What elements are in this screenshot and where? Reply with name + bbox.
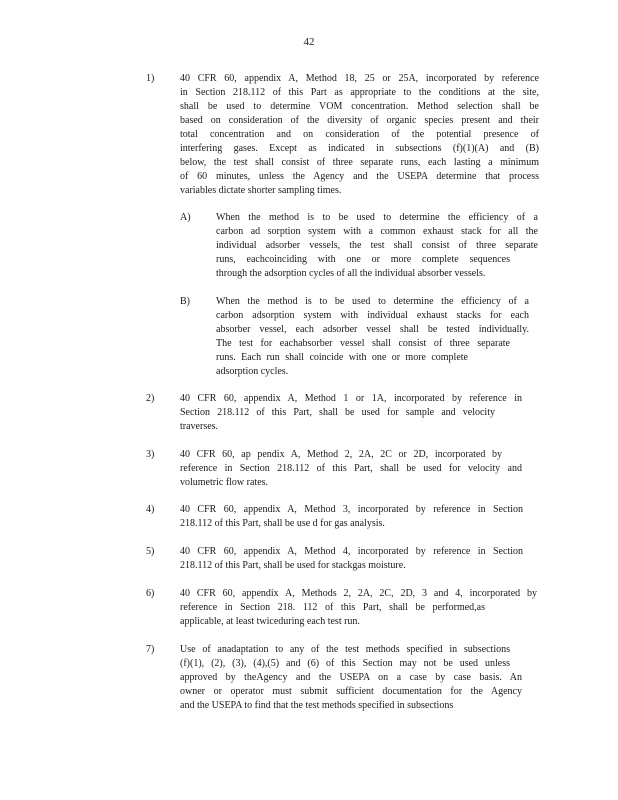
text-line: owner or operator must submit sufficient documentation for the Agency xyxy=(180,686,522,697)
item-text xyxy=(180,72,539,198)
item-text xyxy=(180,392,522,434)
text-line: runs. Each run shall coincide with one or more complete xyxy=(216,352,468,363)
text-line: reference in Section 218.112 of this Part, shall be used for velocity and xyxy=(180,463,522,474)
text-line: approved by theAgency and the USEPA on a case by case basis. An xyxy=(180,672,522,683)
item-text xyxy=(180,643,522,713)
item-label: 5) xyxy=(146,546,155,557)
text-line: individual adsorber vessels, the test shall consist of three separate xyxy=(216,240,538,251)
item-label: 2) xyxy=(146,393,155,404)
text-line: 218.112 of this Part, shall be use d for gas analysis. xyxy=(180,518,385,529)
item-label: A) xyxy=(180,212,191,223)
item-label: B) xyxy=(180,296,190,307)
text-line: through the adsorption cycles of all the individual absorber vessels. xyxy=(216,268,486,279)
text-line: When the method is to be used to determine the efficiency of a xyxy=(216,212,538,223)
item-label: 4) xyxy=(146,504,155,515)
text-line: traverses. xyxy=(180,421,219,432)
item-text xyxy=(180,545,523,573)
text-line: 40 CFR 60, appendix A, Method 4, incorporated by reference in Section xyxy=(180,546,523,557)
text-line: carbon adsorption system with individual exhaust stacks for each xyxy=(216,310,529,321)
text-line: carbon ad sorption system with a common exhaust stack for all the xyxy=(216,226,538,237)
text-line: 40 CFR 60, appendix A, Method 3, incorporated by reference in Section xyxy=(180,504,523,515)
text-line: 40 CFR 60, appendix A, Method 18, 25 or 25A, incorporated by reference xyxy=(180,73,539,84)
text-line: absorber vessel, each adsorber vessel shall be tested individually. xyxy=(216,324,529,335)
text-line: and the USEPA to find that the test methods specified in subsections xyxy=(180,700,454,711)
text-line: based on consideration of the diversity of organic species present and their xyxy=(180,115,539,126)
text-line: adsorption cycles. xyxy=(216,366,289,377)
text-line: in Section 218.112 of this Part as appropriate to the conditions at the site, xyxy=(180,87,539,98)
text-line: 218.112 of this Part, shall be used for stackgas moisture. xyxy=(180,560,406,571)
text-line: shall be used to determine VOM concentration. Method selection shall be xyxy=(180,101,539,112)
text-line: below, the test shall consist of three separate runs, each lasting a minimum xyxy=(180,157,539,168)
page-number: 42 xyxy=(303,36,315,48)
item-label: 7) xyxy=(146,644,155,655)
text-line: 40 CFR 60, appendix A, Methods 2, 2A, 2C, 2D, 3 and 4, incorporated by xyxy=(180,588,537,599)
text-line: applicable, at least twiceduring each test run. xyxy=(180,616,360,627)
text-line: When the method is to be used to determine the efficiency of a xyxy=(216,296,529,307)
text-line: Section 218.112 of this Part, shall be used for sample and velocity xyxy=(180,407,495,418)
text-line: runs, eachcoinciding with one or more complete sequences xyxy=(216,254,510,265)
item-text xyxy=(180,448,522,490)
item-text xyxy=(180,503,523,531)
text-line: (f)(1), (2), (3), (4),(5) and (6) of this Section may not be used unless xyxy=(180,658,510,669)
text-line: variables dictate shorter sampling times. xyxy=(180,185,342,196)
text-line: total concentration and on consideration of the potential presence of xyxy=(180,129,539,140)
item-text xyxy=(180,587,537,629)
text-line: of 60 minutes, unless the Agency and the USEPA determine that process xyxy=(180,171,539,182)
text-line: The test for eachabsorber vessel shall consist of three separate xyxy=(216,338,510,349)
item-text xyxy=(216,295,529,379)
text-line: 40 CFR 60, ap pendix A, Method 2, 2A, 2C or 2D, incorporated by xyxy=(180,449,502,460)
text-line: 40 CFR 60, appendix A, Method 1 or 1A, incorporated by reference in xyxy=(180,393,522,404)
text-line: interfering gases. Except as indicated in subsections (f)(1)(A) and (B) xyxy=(180,143,539,154)
item-label: 3) xyxy=(146,449,155,460)
text-line: Use of anadaptation to any of the test methods specified in subsections xyxy=(180,644,510,655)
item-label: 1) xyxy=(146,73,155,84)
item-text xyxy=(216,211,538,281)
item-label: 6) xyxy=(146,588,155,599)
text-line: reference in Section 218. 112 of this Part, shall be performed,as xyxy=(180,602,485,613)
text-line: volumetric flow rates. xyxy=(180,477,269,488)
